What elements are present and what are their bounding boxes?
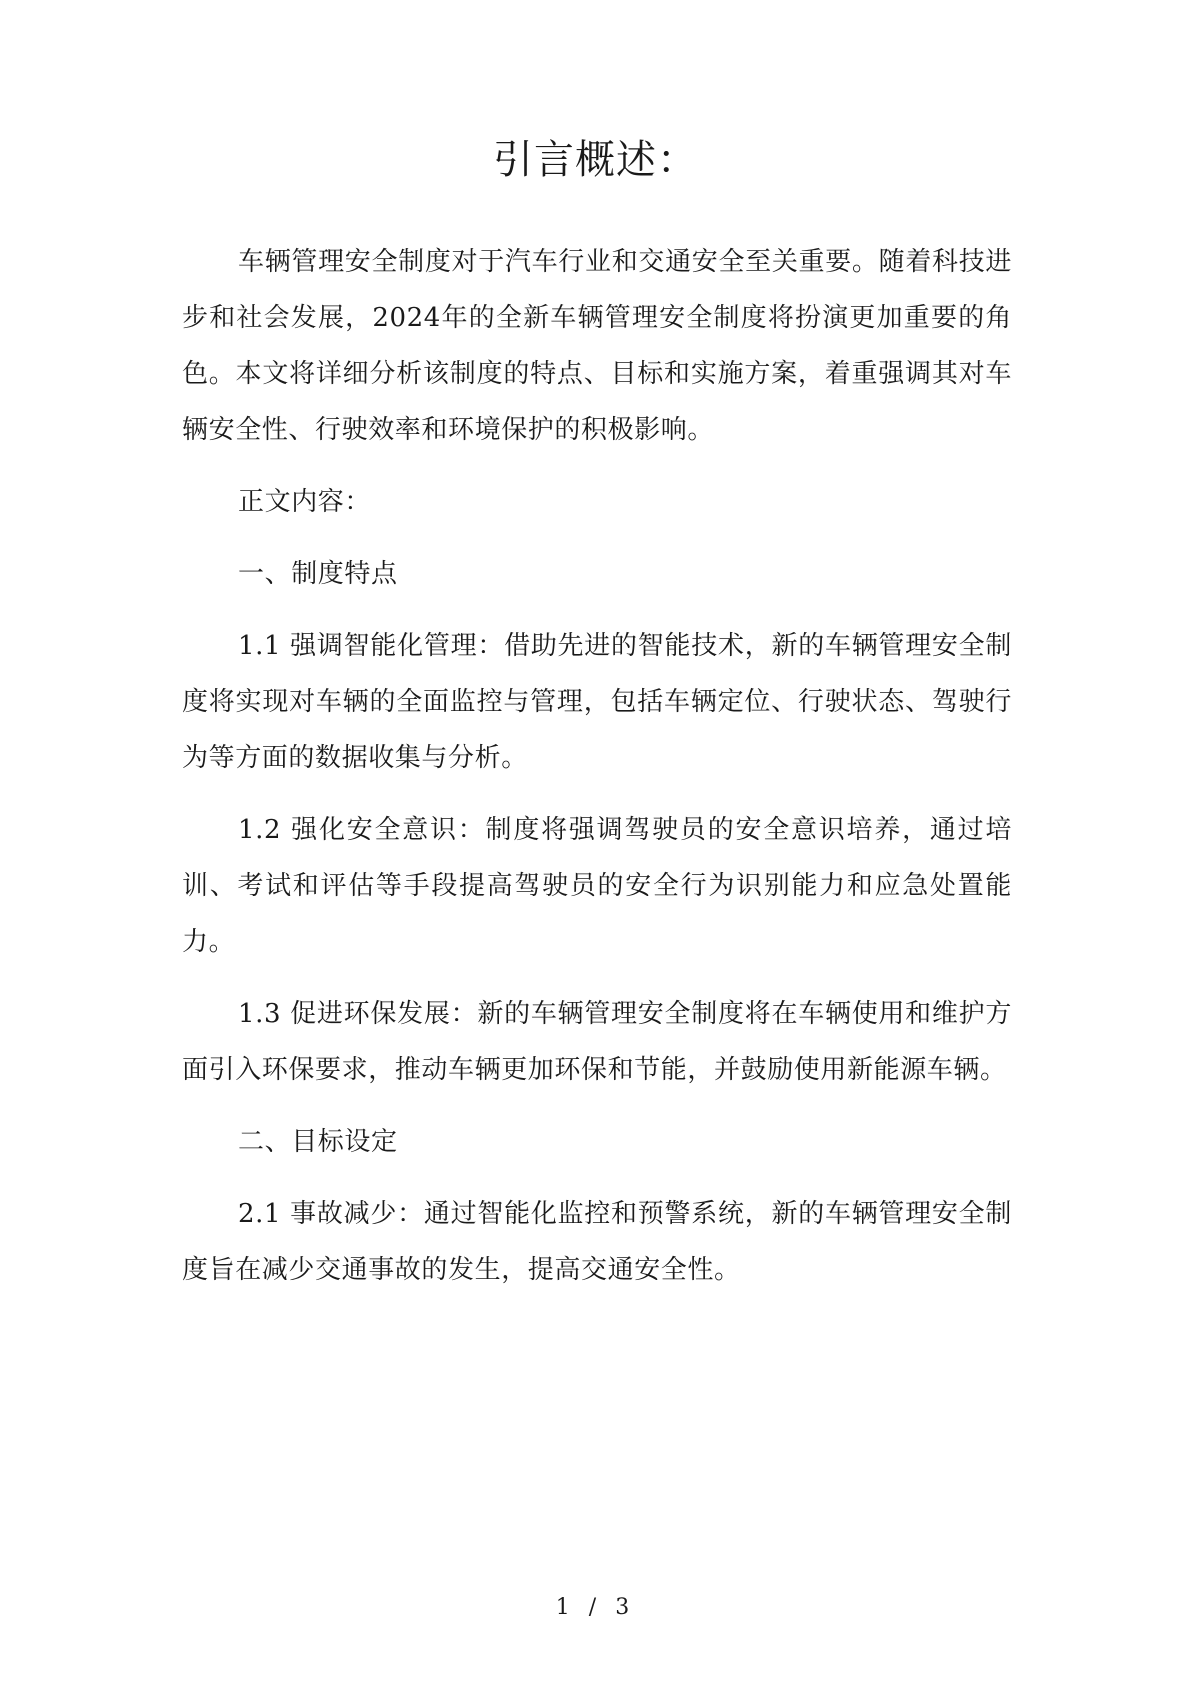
paragraph-1-1: 1.1 强调智能化管理：借助先进的智能技术，新的车辆管理安全制度将实现对车辆的全面监控与管理，包括车辆定位、行驶状态、驾驶行为等方面的数据收集与分析。 [182,631,1012,773]
page-indicator: 1 / 3 [555,1595,636,1620]
document-title: 引言概述： [493,137,698,183]
section-heading-goals: 二、目标设定 [238,1127,398,1157]
paragraph-2-1: 2.1 事故减少：通过智能化监控和预警系统，新的车辆管理安全制度旨在减少交通事故的发生，提高交通安全性。 [182,1199,1012,1285]
document-body [182,234,1012,1314]
body-label: 正文内容： [238,487,372,517]
intro-paragraph: 车辆管理安全制度对于汽车行业和交通安全至关重要。随着科技进步和社会发展，2024年的全新车辆管理安全制度将扮演更加重要的角色。本文将详细分析该制度的特点、目标和实施方案，着重强调其对车辆安全性、行驶效率和环境保护的积极影响。 [182,247,1012,445]
paragraph-1-2: 1.2 强化安全意识：制度将强调驾驶员的安全意识培养，通过培训、考试和评估等手段提高驾驶员的安全行为识别能力和应急处置能力。 [182,815,1012,957]
section-heading-features: 一、制度特点 [238,559,398,589]
paragraph-1-3: 1.3 促进环保发展：新的车辆管理安全制度将在车辆使用和维护方面引入环保要求，推动车辆更加环保和节能，并鼓励使用新能源车辆。 [182,999,1012,1085]
